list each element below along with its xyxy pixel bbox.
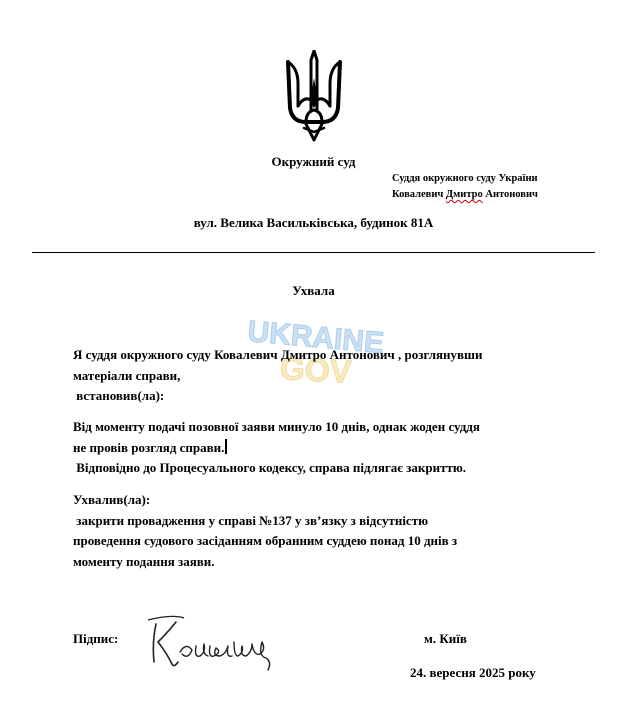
document-date: 24. вересня 2025 року — [410, 665, 536, 680]
text-cursor — [225, 439, 227, 454]
handwritten-signature — [142, 612, 282, 674]
watermark-line2: GOV — [279, 350, 353, 390]
judge-block — [392, 171, 538, 203]
watermark-line1: UKRAINE — [246, 315, 386, 360]
document-title: Ухвала — [292, 283, 335, 298]
facts-paragraph — [73, 417, 553, 479]
decision-line-2: закрити провадження у справі №137 у зв’язку з відсутністю — [73, 512, 429, 528]
signature-label: Підпис: — [73, 631, 119, 646]
decision-line-4: моменту подання заяви. — [73, 553, 215, 569]
intro-line-3: встановив(ла): — [73, 388, 165, 403]
facts-line-1: Від моменту подачі позовної заяви минуло 10 днів, однак жоден суддя — [73, 419, 480, 434]
facts-line-2: не провів розгляд справи. — [73, 439, 225, 455]
judge-patronymic: Антонович — [485, 189, 538, 200]
intro-line-2: матеріали справи, — [73, 367, 181, 383]
court-name: Окружний суд — [271, 154, 356, 169]
judge-title: Суддя окружного суду України — [392, 173, 538, 184]
coat-of-arms-icon — [284, 50, 344, 142]
judge-full-name — [392, 187, 538, 203]
judge-surname: Ковалевич — [392, 189, 444, 200]
intro-paragraph — [73, 345, 553, 407]
city: м. Київ — [424, 631, 467, 646]
intro-line-1: Я суддя окружного суду Ковалевич Дмитро Антонович , розглянувши — [73, 347, 483, 362]
decision-line-3: проведення судового засіданням обранним суддею понад 10 днів з — [73, 533, 458, 548]
decision-heading: Ухвалив(ла): — [73, 492, 151, 507]
decision-paragraph — [73, 490, 553, 572]
judge-first-name: Дмитро — [445, 189, 483, 200]
court-address: вул. Велика Васильківська, будинок 81А — [193, 215, 434, 230]
facts-line-3: Відповідно до Процесуального кодексу, справа підлягає закриттю. — [73, 460, 467, 475]
header-divider — [32, 252, 595, 253]
facts-line-2-wrap — [73, 438, 553, 459]
